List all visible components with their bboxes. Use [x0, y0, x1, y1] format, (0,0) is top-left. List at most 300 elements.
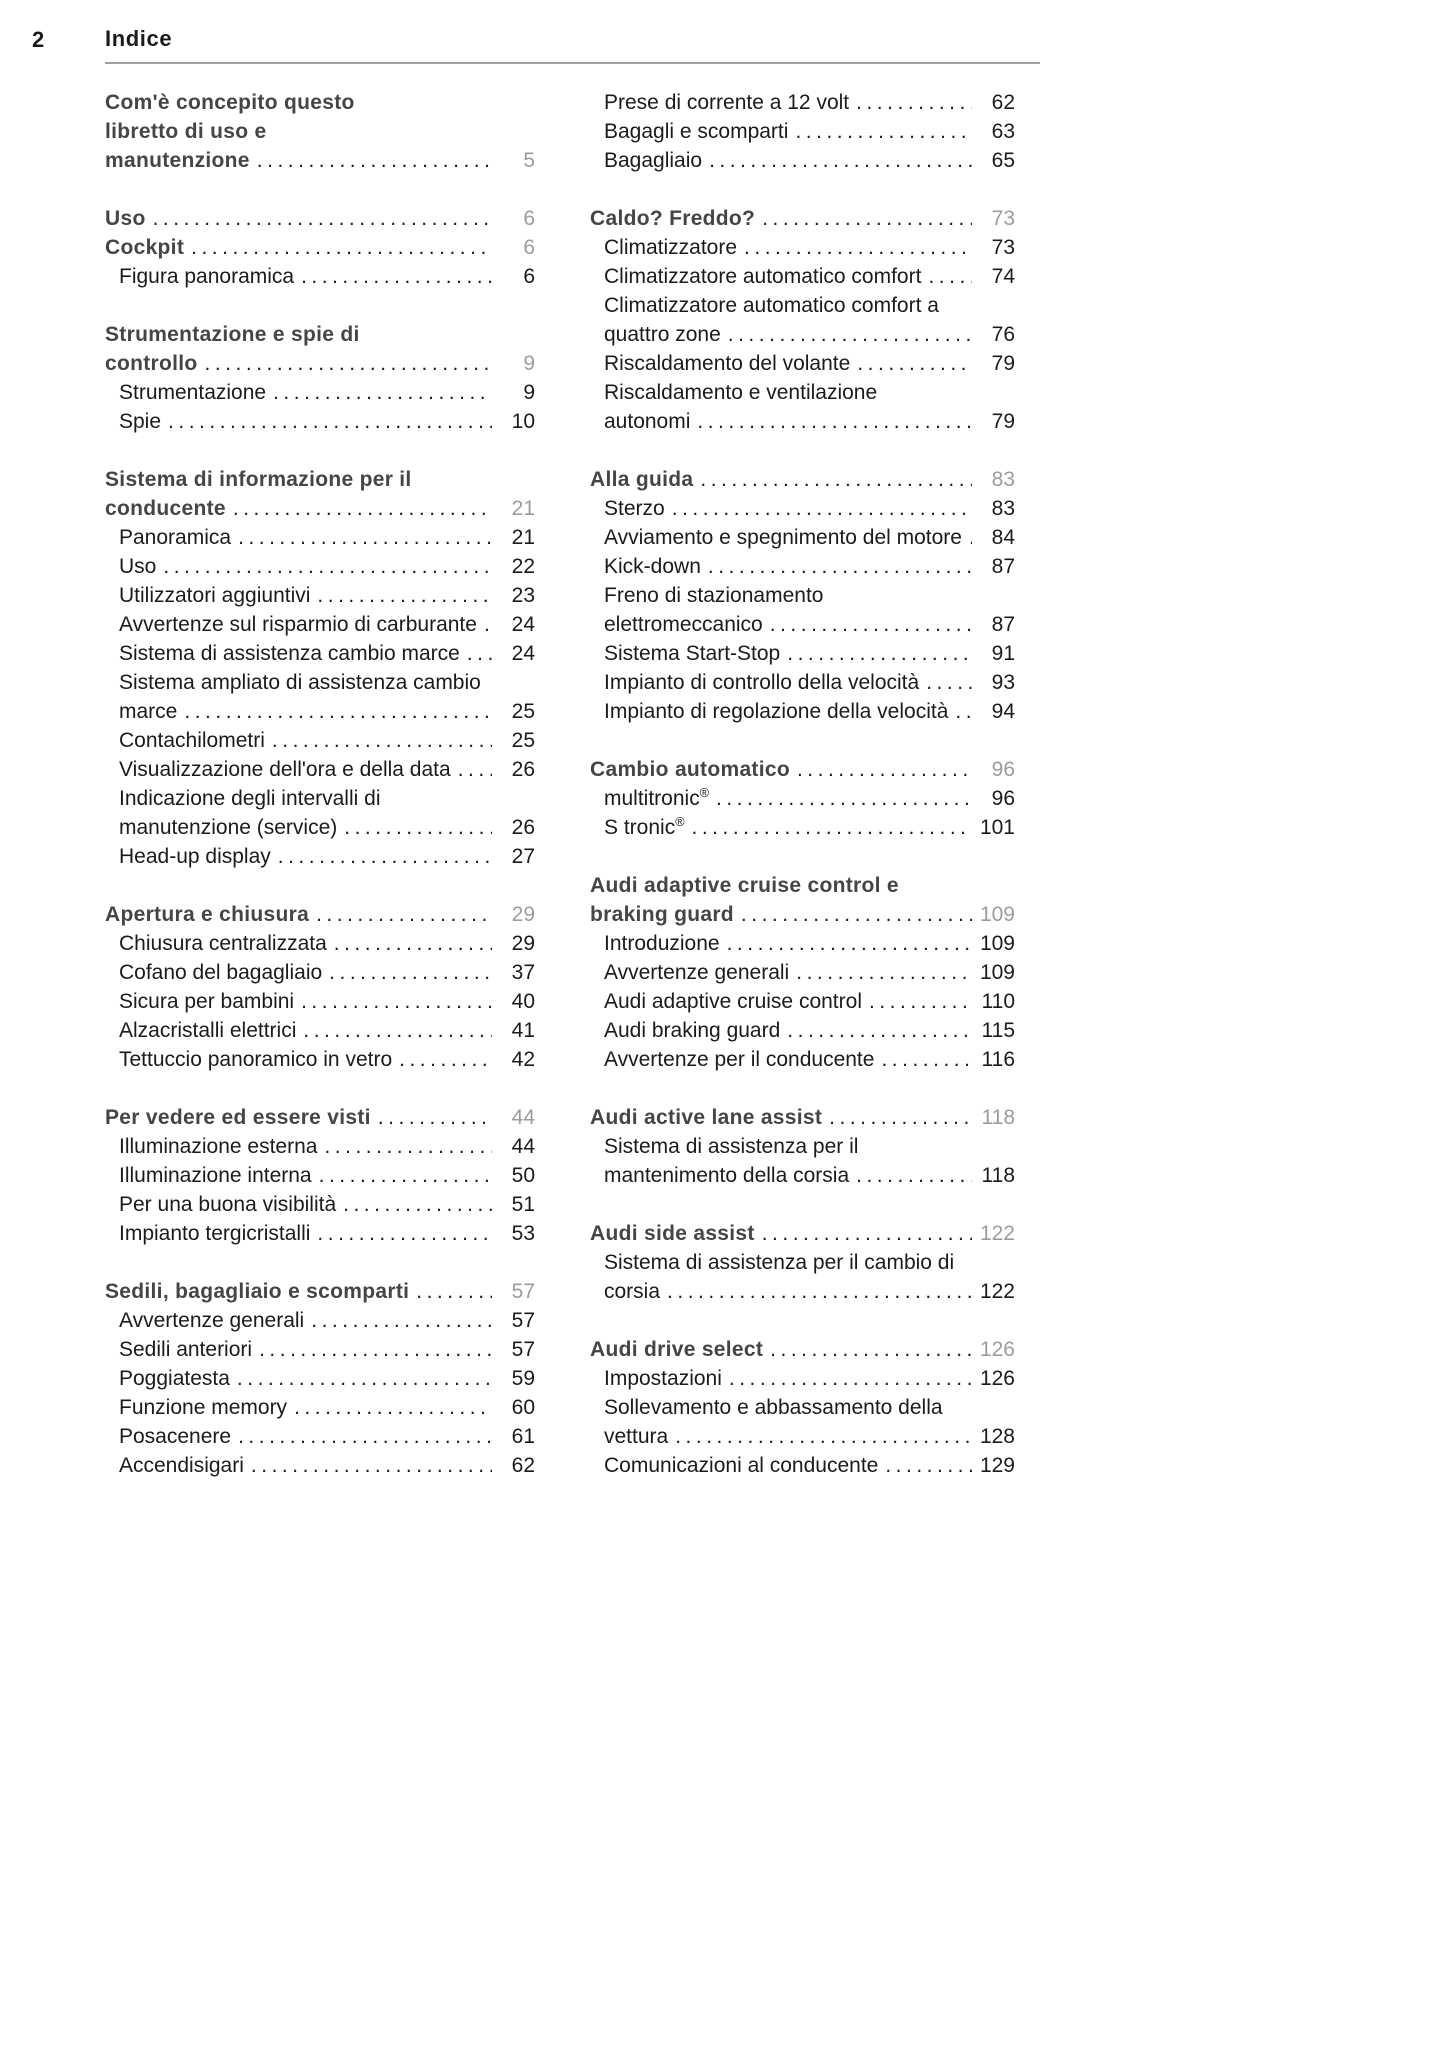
dot-leader [716, 784, 972, 813]
toc-entry-line: Strumentazione e spie di [105, 323, 360, 346]
dot-leader [796, 958, 972, 987]
dot-leader [153, 204, 492, 233]
dot-leader [168, 407, 492, 436]
toc-entry-row [604, 639, 1015, 668]
toc-entry-page: 109 [979, 903, 1015, 926]
registered-mark: ® [699, 786, 709, 800]
dot-leader [238, 1422, 492, 1451]
toc-entry-label: Poggiatesta [119, 1367, 230, 1390]
dot-leader [251, 1451, 492, 1480]
toc-entry-row [119, 726, 535, 755]
toc-entry-row [604, 233, 1015, 262]
toc-entry-page: 79 [991, 410, 1015, 433]
toc-group [105, 1277, 535, 1480]
toc-entry-row [119, 842, 535, 871]
toc-entry-line: Sistema ampliato di assistenza cambio [119, 671, 481, 694]
toc-entry-page: 41 [511, 1019, 535, 1042]
page-title: Indice [105, 26, 173, 51]
toc-entry-row [119, 639, 535, 668]
toc-entry [105, 1364, 535, 1393]
toc-entry-page: 73 [991, 236, 1015, 259]
toc-entry-label: Impianto di regolazione della velocità [604, 700, 949, 723]
toc-entry-page: 87 [991, 613, 1015, 636]
toc-group [590, 871, 1015, 1074]
dot-leader [272, 726, 492, 755]
toc-entry [105, 1422, 535, 1451]
toc-entry-row [119, 1016, 535, 1045]
toc-entry [590, 291, 1015, 349]
dot-leader [700, 465, 972, 494]
toc-entry-page: 87 [991, 555, 1015, 578]
toc-entry-row [119, 1190, 535, 1219]
toc-entry-page: 40 [511, 990, 535, 1013]
toc-entry [105, 233, 535, 262]
toc-entry-row [119, 929, 535, 958]
dot-leader [675, 1422, 972, 1451]
toc-entry-page: 24 [511, 613, 535, 636]
dot-leader [317, 581, 492, 610]
toc-entry-row [119, 378, 535, 407]
dot-leader [294, 1393, 492, 1422]
toc-entry-line: Sistema di informazione per il [105, 468, 412, 491]
toc-entry [105, 842, 535, 871]
toc-entry [590, 465, 1015, 494]
toc-entry [105, 1190, 535, 1219]
toc-entry [590, 1451, 1015, 1480]
toc-entry-page: 29 [511, 932, 535, 955]
toc-entry-label: Audi active lane assist [590, 1106, 823, 1129]
toc-entry-row [119, 1393, 535, 1422]
toc-entry [590, 871, 1015, 929]
dot-leader [163, 552, 492, 581]
toc-entry-row [604, 146, 1015, 175]
toc-entry-label: Avvertenze generali [119, 1309, 305, 1332]
toc-entry [590, 552, 1015, 581]
toc-entry-label: Per una buona visibilità [119, 1193, 337, 1216]
toc-entry-row [604, 958, 1015, 987]
toc-entry-page: 9 [523, 352, 535, 375]
toc-entry [590, 1103, 1015, 1132]
toc-entry [590, 378, 1015, 436]
dot-leader [928, 262, 972, 291]
toc-entry-page: 25 [511, 729, 535, 752]
toc-entry [590, 262, 1015, 291]
toc-entry-label: Contachilometri [119, 729, 265, 752]
dot-leader [301, 262, 492, 291]
toc-entry [590, 1364, 1015, 1393]
toc-entry-label: Audi braking guard [604, 1019, 781, 1042]
toc-column [590, 88, 1015, 1509]
dot-leader [205, 349, 492, 378]
dot-leader [458, 755, 492, 784]
toc-entry-label: Illuminazione esterna [119, 1135, 318, 1158]
toc-entry [590, 117, 1015, 146]
toc-entry-row [604, 1364, 1015, 1393]
toc-entry-row [604, 784, 1015, 813]
dot-leader [969, 523, 972, 552]
toc-entry-page: 76 [991, 323, 1015, 346]
toc-entry [105, 1277, 535, 1306]
toc-entry [105, 1451, 535, 1480]
toc-entry [105, 88, 535, 175]
toc-entry-row [119, 581, 535, 610]
toc-entry-page: 122 [979, 1280, 1015, 1303]
toc-entry-row [604, 813, 1015, 842]
toc-content [105, 88, 1015, 1509]
toc-group [590, 465, 1015, 726]
dot-leader [762, 1219, 972, 1248]
toc-group [105, 320, 535, 436]
toc-entry [105, 465, 535, 523]
toc-entry [590, 523, 1015, 552]
toc-entry-page: 26 [511, 758, 535, 781]
toc-entry-row [119, 1161, 535, 1190]
toc-entry-label: manutenzione (service) [119, 816, 338, 839]
toc-entry [105, 552, 535, 581]
toc-entry-label: Sedili anteriori [119, 1338, 253, 1361]
dot-leader [311, 1306, 492, 1335]
dot-leader [278, 842, 492, 871]
toc-entry [105, 1219, 535, 1248]
toc-entry-label: Sistema Start-Stop [604, 642, 781, 665]
toc-entry [105, 204, 535, 233]
toc-entry [105, 958, 535, 987]
toc-entry-label: Spie [119, 410, 162, 433]
toc-entry-row [604, 1016, 1015, 1045]
toc-entry-row [604, 929, 1015, 958]
toc-entry-label: Accendisigari [119, 1454, 244, 1477]
toc-entry-row [590, 1103, 1015, 1132]
toc-entry [590, 1248, 1015, 1306]
toc-entry-row [604, 1045, 1015, 1074]
dot-leader [709, 146, 972, 175]
toc-entry-label: Cockpit [105, 236, 185, 259]
toc-entry [590, 1335, 1015, 1364]
toc-entry-label: Avvertenze sul risparmio di carburante [119, 613, 477, 636]
toc-entry-row [119, 407, 535, 436]
toc-entry-page: 57 [511, 1280, 535, 1303]
dot-leader [184, 697, 492, 726]
toc-entry-label: Sedili, bagagliaio e scomparti [105, 1280, 410, 1303]
toc-entry-label: Uso [119, 555, 157, 578]
toc-group [590, 755, 1015, 842]
toc-entry-row [119, 1306, 535, 1335]
folio-page-number: 2 [32, 27, 45, 52]
toc-entry-label: Bagagli e scomparti [604, 120, 789, 143]
toc-entry-label: quattro zone [604, 323, 721, 346]
toc-entry-page: 25 [511, 700, 535, 723]
dot-leader [762, 204, 972, 233]
toc-group [590, 1219, 1015, 1306]
toc-entry-page: 83 [991, 468, 1015, 491]
toc-entry-page: 126 [979, 1338, 1015, 1361]
toc-entry-page: 5 [523, 149, 535, 172]
dot-leader [238, 523, 492, 552]
dot-leader [787, 1016, 972, 1045]
toc-entry-page: 79 [991, 352, 1015, 375]
toc-entry-label: Illuminazione interna [119, 1164, 312, 1187]
toc-entry-page: 27 [511, 845, 535, 868]
toc-entry-page: 24 [511, 642, 535, 665]
toc-entry-row [604, 610, 1015, 639]
toc-entry-page: 26 [511, 816, 535, 839]
toc-entry-label: Impostazioni [604, 1367, 722, 1390]
toc-entry-line: Sistema di assistenza per il cambio di [604, 1251, 955, 1274]
dot-leader [334, 929, 492, 958]
toc-entry [590, 697, 1015, 726]
toc-entry-page: 94 [991, 700, 1015, 723]
toc-entry-label: Sistema di assistenza cambio marce [119, 642, 460, 665]
dot-leader [697, 407, 972, 436]
toc-entry-row [119, 262, 535, 291]
toc-entry-row [604, 1277, 1015, 1306]
dot-leader [727, 929, 972, 958]
dot-leader [672, 494, 972, 523]
toc-entry-page: 110 [981, 990, 1015, 1013]
toc-entry [590, 639, 1015, 668]
toc-entry-row [105, 900, 535, 929]
dot-leader [926, 668, 972, 697]
toc-entry-line: Indicazione degli intervalli di [119, 787, 381, 810]
toc-entry [590, 349, 1015, 378]
toc-entry-row [119, 755, 535, 784]
toc-entry-label: Comunicazioni al conducente [604, 1454, 879, 1477]
toc-entry-row [119, 610, 535, 639]
toc-entry [590, 784, 1015, 813]
toc-entry-page: 57 [511, 1309, 535, 1332]
toc-group [105, 465, 535, 871]
dot-leader [770, 610, 972, 639]
toc-entry-line: Riscaldamento e ventilazione [604, 381, 878, 404]
toc-group [105, 204, 535, 291]
toc-entry-row [119, 1422, 535, 1451]
toc-entry-label: Visualizzazione dell'ora e della data [119, 758, 451, 781]
toc-entry-label: mantenimento della corsia [604, 1164, 850, 1187]
toc-entry-row [604, 117, 1015, 146]
toc-entry [590, 668, 1015, 697]
toc-entry-page: 63 [991, 120, 1015, 143]
toc-entry-row [590, 755, 1015, 784]
toc-entry [105, 784, 535, 842]
toc-entry-row [105, 349, 535, 378]
toc-entry [590, 987, 1015, 1016]
toc-entry [590, 1219, 1015, 1248]
toc-entry-row [119, 1132, 535, 1161]
toc-entry-page: 84 [991, 526, 1015, 549]
dot-leader [856, 1161, 972, 1190]
toc-entry-page: 9 [523, 381, 535, 404]
toc-entry-line: Audi adaptive cruise control e [590, 874, 899, 897]
toc-entry-row [105, 233, 535, 262]
toc-entry-label: Introduzione [604, 932, 720, 955]
toc-entry [105, 1306, 535, 1335]
toc-entry-row [119, 1045, 535, 1074]
toc-group [590, 88, 1015, 175]
toc-entry-row [105, 494, 535, 523]
toc-entry [590, 494, 1015, 523]
dot-leader [708, 552, 972, 581]
toc-entry-page: 50 [511, 1164, 535, 1187]
toc-entry-label: corsia [604, 1280, 661, 1303]
toc-entry-page: 62 [511, 1454, 535, 1477]
toc-entry-row [119, 523, 535, 552]
toc-entry-label: Sicura per bambini [119, 990, 295, 1013]
dot-leader [324, 1132, 492, 1161]
toc-entry-row [604, 88, 1015, 117]
dot-leader [484, 610, 492, 639]
toc-entry-row [105, 1277, 535, 1306]
toc-group [105, 88, 535, 175]
dot-leader [259, 1335, 492, 1364]
toc-entry [105, 900, 535, 929]
dot-leader [729, 1364, 972, 1393]
toc-entry-label: Audi drive select [590, 1338, 764, 1361]
toc-entry-label: Caldo? Freddo? [590, 207, 756, 230]
toc-entry-page: 83 [991, 497, 1015, 520]
dot-leader [787, 639, 972, 668]
toc-entry-page: 53 [511, 1222, 535, 1245]
toc-entry [590, 233, 1015, 262]
dot-leader [691, 813, 972, 842]
toc-entry-row [119, 697, 535, 726]
toc-entry-page: 96 [991, 787, 1015, 810]
toc-entry-row [105, 1103, 535, 1132]
toc-group [105, 1103, 535, 1248]
toc-entry [105, 523, 535, 552]
toc-entry-row [604, 1451, 1015, 1480]
toc-entry-page: 21 [511, 497, 535, 520]
toc-entry-page: 6 [523, 236, 535, 259]
toc-entry-row [604, 523, 1015, 552]
toc-entry [590, 204, 1015, 233]
toc-entry-page: 37 [511, 961, 535, 984]
toc-entry-row [119, 1364, 535, 1393]
toc-entry-page: 6 [523, 265, 535, 288]
toc-entry [590, 581, 1015, 639]
dot-leader [741, 900, 972, 929]
dot-leader [728, 320, 972, 349]
toc-entry-label: Strumentazione [119, 381, 267, 404]
toc-entry-page: 129 [979, 1454, 1015, 1477]
dot-leader [881, 1045, 972, 1074]
dot-leader [416, 1277, 492, 1306]
toc-entry-label: braking guard [590, 903, 734, 926]
toc-entry-label: Apertura e chiusura [105, 903, 310, 926]
toc-entry-row [604, 697, 1015, 726]
toc-entry [590, 146, 1015, 175]
toc-entry-label: Kick-down [604, 555, 701, 578]
toc-entry-page: 65 [991, 149, 1015, 172]
toc-entry-page: 59 [511, 1367, 535, 1390]
toc-entry [105, 987, 535, 1016]
toc-entry-label: vettura [604, 1425, 669, 1448]
dot-leader [856, 88, 972, 117]
toc-entry [590, 755, 1015, 784]
dot-leader [797, 755, 972, 784]
dot-leader [770, 1335, 972, 1364]
toc-entry-label: Cofano del bagagliaio [119, 961, 323, 984]
toc-entry-page: 74 [991, 265, 1015, 288]
toc-entry-page: 51 [511, 1193, 535, 1216]
toc-entry [105, 378, 535, 407]
toc-entry-label: Cambio automatico [590, 758, 790, 781]
toc-entry-page: 101 [979, 816, 1015, 839]
toc-entry-page: 93 [991, 671, 1015, 694]
toc-entry-page: 62 [991, 91, 1015, 114]
toc-entry-row [119, 1219, 535, 1248]
toc-entry-row [604, 1161, 1015, 1190]
dot-leader [273, 378, 492, 407]
dot-leader [316, 900, 492, 929]
toc-entry-label: Impianto di controllo della velocità [604, 671, 920, 694]
toc-entry-label: Funzione memory [119, 1396, 288, 1419]
toc-entry-row [590, 900, 1015, 929]
toc-entry-row [590, 465, 1015, 494]
dot-leader [869, 987, 972, 1016]
toc-entry-row [119, 987, 535, 1016]
toc-entry [105, 407, 535, 436]
toc-entry-page: 122 [979, 1222, 1015, 1245]
toc-entry [590, 1016, 1015, 1045]
toc-entry-page: 23 [511, 584, 535, 607]
dot-leader [301, 987, 492, 1016]
toc-entry-page: 61 [511, 1425, 535, 1448]
dot-leader [317, 1219, 492, 1248]
toc-entry-row [604, 320, 1015, 349]
dot-leader [857, 349, 972, 378]
dot-leader [378, 1103, 492, 1132]
toc-entry-label: Alla guida [590, 468, 694, 491]
toc-entry-label: Climatizzatore automatico comfort [604, 265, 922, 288]
toc-entry-label: S tronic® [604, 815, 685, 839]
dot-leader [667, 1277, 972, 1306]
toc-entry [105, 581, 535, 610]
dot-leader [829, 1103, 972, 1132]
toc-entry [105, 262, 535, 291]
toc-entry-row [105, 204, 535, 233]
toc-entry-row [590, 204, 1015, 233]
toc-entry-row [604, 349, 1015, 378]
dot-leader [329, 958, 492, 987]
toc-entry-label: Avvertenze generali [604, 961, 790, 984]
toc-entry-page: 118 [981, 1106, 1015, 1129]
toc-entry-row [119, 552, 535, 581]
dot-leader [344, 813, 492, 842]
toc-group [590, 1103, 1015, 1190]
header-rule [105, 62, 1040, 64]
toc-entry-row [604, 552, 1015, 581]
toc-entry [105, 610, 535, 639]
dot-leader [744, 233, 972, 262]
toc-entry-page: 128 [979, 1425, 1015, 1448]
toc-entry-page: 10 [511, 410, 535, 433]
toc-entry-label: Per vedere ed essere visti [105, 1106, 371, 1129]
toc-entry [105, 929, 535, 958]
toc-group [105, 900, 535, 1074]
toc-entry [105, 726, 535, 755]
toc-entry [590, 88, 1015, 117]
toc-entry-row [105, 146, 535, 175]
toc-entry [590, 1132, 1015, 1190]
toc-entry-label: elettromeccanico [604, 613, 763, 636]
toc-entry [105, 1393, 535, 1422]
toc-group [590, 1335, 1015, 1480]
toc-entry-line: Sistema di assistenza per il [604, 1135, 859, 1158]
toc-entry [105, 668, 535, 726]
toc-entry-page: 44 [511, 1135, 535, 1158]
toc-entry [105, 1045, 535, 1074]
toc-entry-label: Posacenere [119, 1425, 232, 1448]
